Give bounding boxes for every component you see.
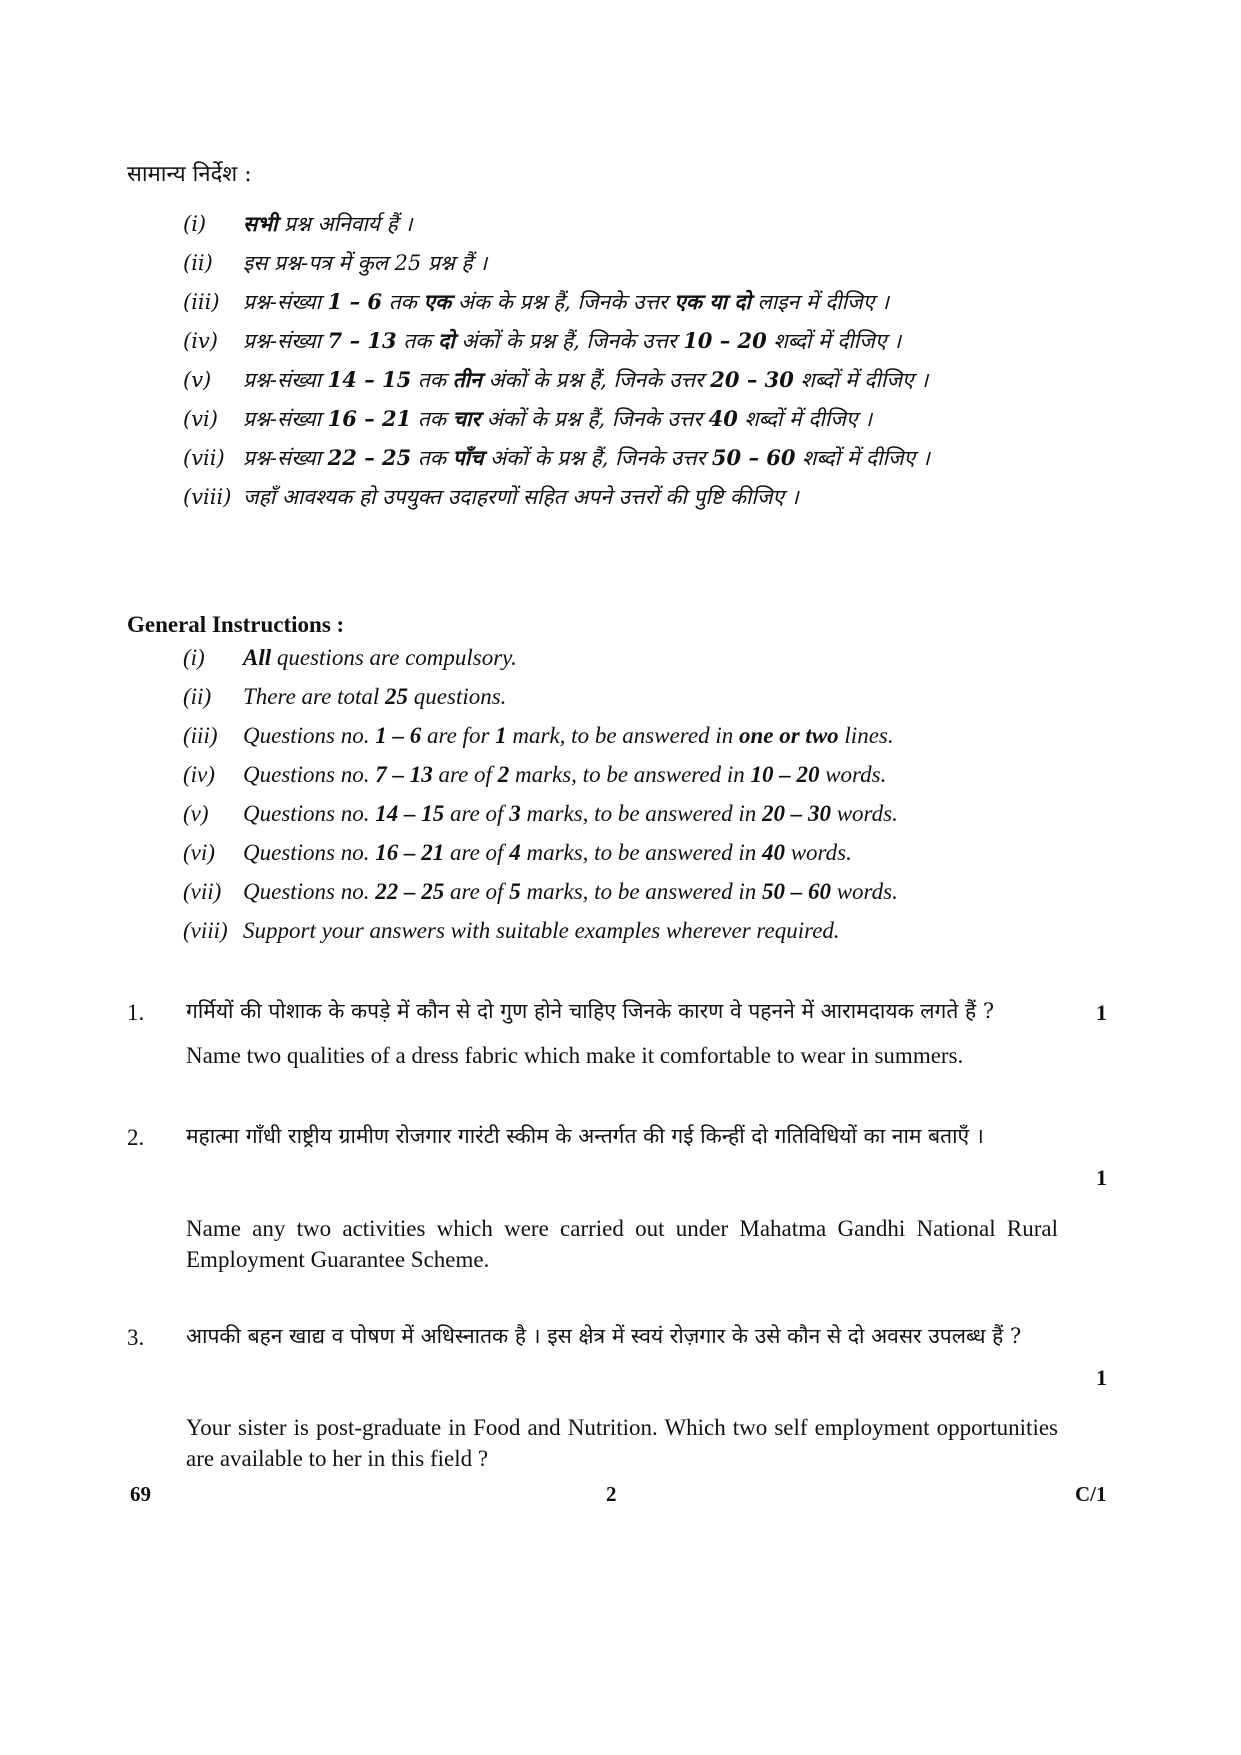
instruction-emphasis: सभी — [243, 211, 278, 236]
instruction-item — [183, 483, 1063, 522]
instruction-text: are of — [444, 879, 510, 904]
instruction-item — [183, 645, 1063, 684]
question-english-text: Name any two activities which were carried out under Mahatma Gandhi National Rural Employment Guarantee Scheme. — [186, 1216, 1058, 1272]
instruction-text: Questions no. — [243, 762, 376, 787]
instruction-text: marks, to be answered in — [520, 879, 762, 904]
instruction-text: marks, to be answered in — [520, 801, 762, 826]
instruction-text: are of — [432, 762, 498, 787]
instruction-emphasis: 5 — [509, 879, 521, 904]
instruction-text: words. — [830, 879, 898, 904]
instruction-text: questions are compulsory. — [271, 645, 517, 670]
instruction-item — [183, 684, 1063, 723]
question-english-text: Name two qualities of a dress fabric which make it comfortable to wear in summers. — [186, 1043, 964, 1068]
instruction-emphasis: 4 — [509, 840, 521, 865]
hindi-instructions-title: सामान्य निर्देश : — [127, 162, 252, 187]
instruction-item — [183, 762, 1063, 801]
hindi-instructions-list — [183, 210, 1063, 522]
instruction-numeral: (vii) — [183, 446, 225, 470]
instruction-emphasis: 40 — [761, 840, 785, 865]
instruction-numeral: (ii) — [183, 684, 212, 709]
question-number: 2. — [127, 1125, 145, 1150]
instruction-text: अंकों के प्रश्न हैं, जिनके उत्तर — [454, 329, 684, 353]
general-instructions-title: General Instructions : — [127, 612, 345, 637]
question-number: 3. — [127, 1325, 145, 1350]
instruction-numeral: (v) — [183, 801, 209, 826]
instruction-text: अंक के प्रश्न हैं, जिनके उत्तर — [451, 290, 675, 314]
instruction-emphasis: 14 – 15 — [375, 801, 445, 826]
instruction-numeral: (vi) — [183, 407, 218, 431]
instruction-emphasis: 25 — [385, 684, 409, 709]
instruction-item — [183, 918, 1063, 957]
instruction-emphasis: 40 — [708, 406, 738, 431]
instruction-text: Questions no. — [243, 840, 376, 865]
instruction-text: Questions no. — [243, 879, 376, 904]
instruction-item — [183, 288, 1063, 327]
instruction-text: There are total — [243, 684, 386, 709]
instruction-emphasis: 22 – 25 — [327, 445, 412, 470]
instruction-text: प्रश्न हैं । — [421, 251, 488, 275]
instruction-item — [183, 840, 1063, 879]
instruction-text: अंकों के प्रश्न हैं, जिनके उत्तर — [483, 446, 712, 470]
question-hindi-text: गर्मियों की पोशाक के कपड़े में कौन से दो गुण होने चाहिए जिनके कारण वे पहनने में आरामदायक लगते हैं ? — [186, 999, 995, 1023]
instruction-text: words. — [819, 762, 887, 787]
instruction-emphasis: तीन — [452, 367, 482, 392]
instruction-emphasis: 50 – 60 — [761, 879, 831, 904]
instruction-text: तक — [382, 290, 424, 314]
instruction-numeral: (viii) — [183, 918, 228, 943]
instruction-numeral: (vii) — [183, 879, 222, 904]
instruction-text: तक — [411, 407, 453, 431]
instruction-text: प्रश्न-संख्या — [243, 446, 328, 470]
instruction-text: marks, to be answered in — [520, 840, 762, 865]
question-marks: 1 — [1096, 1000, 1107, 1025]
instruction-emphasis: एक या दो — [674, 289, 751, 314]
instruction-emphasis: 3 — [509, 801, 521, 826]
instruction-emphasis: All — [243, 645, 272, 670]
instruction-text: Support your answers with suitable examples wherever required. — [243, 918, 840, 943]
instruction-emphasis: 10 – 20 — [683, 328, 767, 353]
instruction-text: प्रश्न अनिवार्य हैं । — [277, 212, 413, 236]
instruction-item — [183, 327, 1063, 366]
instruction-text: जहाँ आवश्यक हो उपयुक्त उदाहरणों सहित अपने उत्तरों की पुष्टि कीजिए । — [243, 485, 799, 509]
general-instructions-list — [183, 645, 1063, 957]
question-english-text: Your sister is post-graduate in Food and Nutrition. Which two self employment opportunities are available to her in this field ? — [186, 1415, 1058, 1471]
instruction-emphasis: 22 – 25 — [375, 879, 445, 904]
instruction-numeral: (iv) — [183, 762, 215, 787]
instruction-item — [183, 801, 1063, 840]
instruction-numeral: (iii) — [183, 723, 218, 748]
instruction-emphasis: 1 — [495, 723, 507, 748]
instruction-emphasis: 1 – 6 — [327, 289, 383, 314]
instruction-text: words. — [830, 801, 898, 826]
instruction-text: lines. — [838, 723, 894, 748]
instruction-item — [183, 405, 1063, 444]
instruction-text: शब्दों में दीजिए । — [766, 329, 902, 353]
instruction-emphasis: दो — [438, 328, 455, 353]
question-marks: 1 — [1096, 1165, 1107, 1190]
instruction-text: तक — [411, 368, 453, 392]
instruction-text: प्रश्न-संख्या — [243, 368, 328, 392]
instruction-numeral: (viii) — [183, 485, 232, 509]
instruction-text: are of — [444, 840, 510, 865]
instruction-emphasis: 20 – 30 — [761, 801, 831, 826]
instruction-item — [183, 444, 1063, 483]
page-number: 2 — [606, 1482, 617, 1506]
instruction-text: शब्दों में दीजिए । — [737, 407, 873, 431]
instruction-emphasis: 14 – 15 — [327, 367, 412, 392]
instruction-emphasis: पाँच — [452, 445, 484, 470]
instruction-text: अंकों के प्रश्न हैं, जिनके उत्तर — [480, 407, 709, 431]
instruction-text: mark, to be answered in — [506, 723, 739, 748]
instruction-numeral: (i) — [183, 645, 205, 670]
instruction-numeral: (vi) — [183, 840, 215, 865]
instruction-text: तक — [396, 329, 439, 353]
question-hindi-text: आपकी बहन खाद्य व पोषण में अधिस्नातक है । इस क्षेत्र में स्वयं रोज़गार के उसे कौन से दो अवसर उपलब्ध हैं ? — [186, 1324, 1022, 1348]
instruction-text: are for — [421, 723, 496, 748]
instruction-text: तक — [411, 446, 453, 470]
instruction-numeral: (iv) — [183, 329, 218, 353]
instruction-emphasis: 16 – 21 — [375, 840, 445, 865]
instruction-emphasis: 2 — [497, 762, 510, 787]
instruction-item — [183, 723, 1063, 762]
instruction-text: प्रश्न-संख्या — [243, 290, 328, 314]
instruction-text: Questions no. — [243, 723, 376, 748]
instruction-emphasis: 7 – 13 — [375, 762, 433, 787]
instruction-numeral: (iii) — [183, 290, 220, 314]
instruction-emphasis: one or two — [738, 723, 839, 748]
instruction-text: इस प्रश्न-पत्र में कुल — [243, 251, 395, 275]
question-hindi-text: महात्मा गाँधी राष्ट्रीय ग्रामीण रोजगार गारंटी स्कीम के अन्तर्गत की गई किन्हीं दो गतिविधियों का नाम बताएँ । — [186, 1124, 984, 1148]
instruction-emphasis: एक — [423, 289, 452, 314]
instruction-numeral: (ii) — [183, 251, 213, 275]
instruction-emphasis: 20 – 30 — [710, 367, 794, 392]
instruction-text: प्रश्न-संख्या — [243, 329, 328, 353]
footer-code: 69 — [130, 1482, 151, 1506]
instruction-text: questions. — [408, 684, 507, 709]
instruction-emphasis: चार — [452, 406, 481, 431]
instruction-emphasis: 10 – 20 — [750, 762, 820, 787]
instruction-emphasis: 1 – 6 — [375, 723, 422, 748]
instruction-item — [183, 879, 1063, 918]
instruction-text: शब्दों में दीजिए । — [793, 368, 929, 392]
instruction-item — [183, 249, 1063, 288]
instruction-text: प्रश्न-संख्या — [243, 407, 328, 431]
instruction-item — [183, 366, 1063, 405]
question-marks: 1 — [1096, 1365, 1107, 1390]
instruction-text: लाइन में दीजिए । — [750, 290, 889, 314]
instruction-text: words. — [784, 840, 852, 865]
instruction-text: marks, to be answered in — [509, 762, 751, 787]
instruction-text: शब्दों में दीजिए । — [795, 446, 930, 470]
instruction-emphasis: 16 – 21 — [327, 406, 412, 431]
instruction-emphasis: 7 – 13 — [327, 328, 397, 353]
instruction-text: are of — [444, 801, 510, 826]
instruction-text: Questions no. — [243, 801, 376, 826]
question-number: 1. — [127, 1000, 145, 1025]
footer-set: C/1 — [1075, 1482, 1107, 1506]
instruction-emphasis: 50 – 60 — [711, 445, 796, 470]
instruction-text: 25 — [394, 251, 422, 275]
instruction-item — [183, 210, 1063, 249]
instruction-numeral: (v) — [183, 368, 212, 392]
instruction-numeral: (i) — [183, 212, 207, 236]
instruction-text: अंकों के प्रश्न हैं, जिनके उत्तर — [481, 368, 711, 392]
